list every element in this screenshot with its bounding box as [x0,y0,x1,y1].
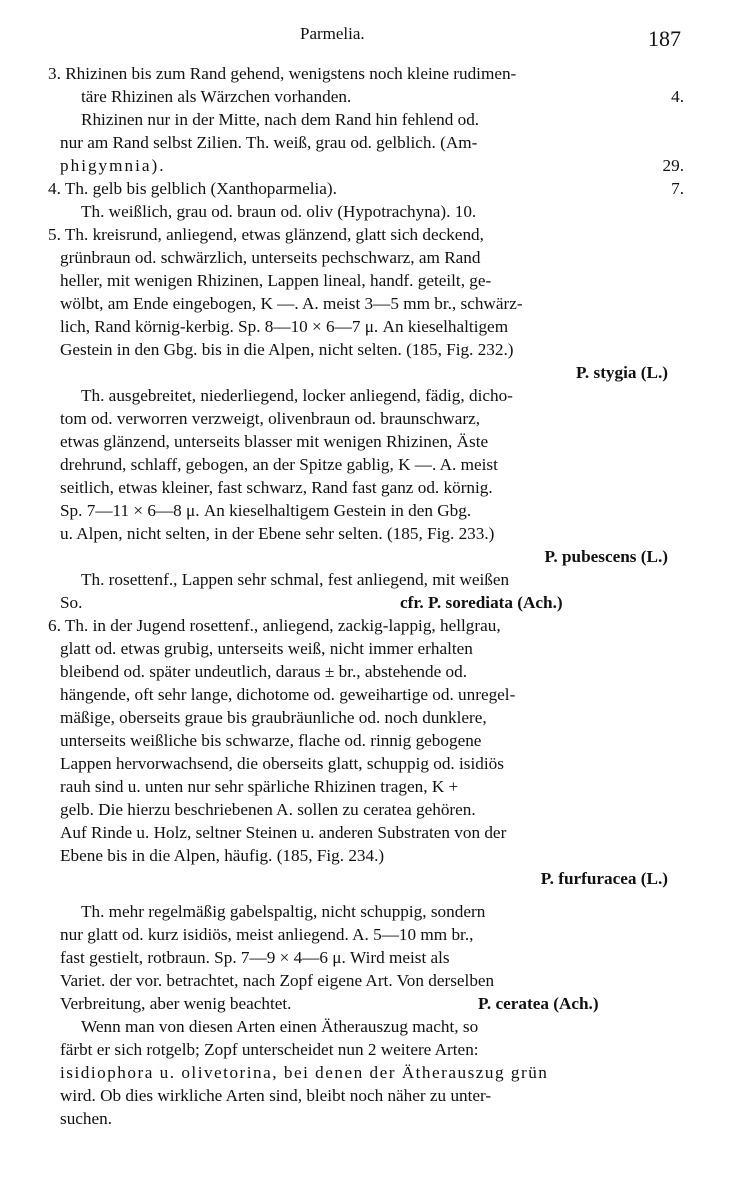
text-line [60,729,690,752]
text-line [60,476,690,499]
text-line [60,384,690,407]
key-line: 4. Th. gelb bis gelblich (Xanthoparmelia). [48,179,337,198]
text-line [60,923,690,946]
key-line: 5. Th. kreisrund, anliegend, etwas glänzend, glatt sich deckend, [48,225,484,244]
key-line: nur am Rand selbst Zilien. Th. weiß, grau od. gelblich. (Am- [60,133,478,152]
key-line: etwas glänzend, unterseits blasser mit wenigen Rhizinen, Äste [60,432,489,451]
text-line [60,591,690,614]
key-line: gelb. Die hierzu beschriebenen A. sollen zu ceratea gehören. [60,800,476,819]
key-line: grünbraun od. schwärzlich, unterseits pechschwarz, am Rand [60,248,481,267]
key-line: wölbt, am Ende eingebogen, K —. A. meist 3—5 mm br., schwärz- [60,294,523,313]
species-name: P. pubescens (L.) [544,547,668,566]
text-line [48,62,690,85]
key-line: Rhizinen nur in der Mitte, nach dem Rand hin fehlend od. [81,110,480,129]
text-line [48,177,690,200]
text-line [60,946,690,969]
text-line [60,568,690,591]
text-line [60,775,690,798]
key-line: nur glatt od. kurz isidiös, meist anliegend. A. 5—10 mm br., [60,925,474,944]
species-name: P. ceratea (Ach.) [478,994,599,1013]
note-line: färbt er sich rotgelb; Zopf unterscheidet nun 2 weitere Arten: [60,1040,479,1059]
text-line [48,614,690,637]
key-line: Th. mehr regelmäßig gabelspaltig, nicht schuppig, sondern [81,902,486,921]
key-line: 3. Rhizinen bis zum Rand gehend, wenigstens noch kleine rudimen- [48,64,517,83]
note-line: suchen. [60,1109,113,1128]
text-line [60,430,690,453]
text-line [60,867,690,890]
key-line: mäßige, oberseits graue bis graubräunliche od. noch dunklere, [60,708,487,727]
key-lead-number: 4. [671,87,684,106]
text-line [60,844,690,867]
text-line [60,969,690,992]
text-line [60,453,690,476]
text-line [60,683,690,706]
text-line [60,246,690,269]
text-line [60,1015,690,1038]
key-line: phigymnia). [60,156,166,175]
text-line [60,1038,690,1061]
page-header [0,22,737,52]
note-line: isidiophora u. olivetorina, bei denen der Ätherauszug grün [60,1063,549,1082]
text-line [60,900,690,923]
text-line [60,637,690,660]
text-line [60,1084,690,1107]
text-line [60,361,690,384]
key-line: fast gestielt, rotbraun. Sp. 7—9 × 4—6 μ. Wird meist als [60,948,450,967]
species-name: P. furfuracea (L.) [540,869,668,888]
text-line [60,992,690,1015]
text-line [48,223,690,246]
key-line: drehrund, schlaff, gebogen, an der Spitze gablig, K —. A. meist [60,455,498,474]
key-text [48,62,690,1130]
key-line: Variet. der vor. betrachtet, nach Zopf eigene Art. Von derselben [60,971,495,990]
key-line: Auf Rinde u. Holz, seltner Steinen u. anderen Substraten von der [60,823,507,842]
key-line: 6. Th. in der Jugend rosettenf., anliegend, zackig-lappig, hellgrau, [48,616,501,635]
text-line [60,407,690,430]
key-line: Th. ausgebreitet, niederliegend, locker anliegend, fädig, dicho- [81,386,513,405]
note-line: Wenn man von diesen Arten einen Ätherauszug macht, so [81,1017,479,1036]
text-line [60,108,690,131]
text-line [60,1061,690,1084]
key-line: Th. rosettenf., Lappen sehr schmal, fest anliegend, mit weißen [81,570,510,589]
text-line [60,706,690,729]
key-line: seitlich, etwas kleiner, fast schwarz, Rand fast ganz od. körnig. [60,478,493,497]
note-line: wird. Ob dies wirkliche Arten sind, bleibt noch näher zu unter- [60,1086,492,1105]
text-line [60,315,690,338]
key-line: tom od. verworren verzweigt, olivenbraun od. braunschwarz, [60,409,480,428]
running-head: Parmelia. [300,24,365,43]
page-number: 187 [648,26,681,51]
key-line: u. Alpen, nicht selten, in der Ebene sehr selten. (185, Fig. 233.) [60,524,495,543]
key-lead-number: 29. [662,156,684,175]
key-line: Sp. 7—11 × 6—8 μ. An kieselhaltigem Gestein in den Gbg. [60,501,472,520]
text-line [60,1107,690,1130]
text-line [60,545,690,568]
key-line: hängende, oft sehr lange, dichotome od. geweihartige od. unregel- [60,685,516,704]
text-line [60,269,690,292]
key-line: glatt od. etwas grubig, unterseits weiß, nicht immer erhalten [60,639,473,658]
key-line: Verbreitung, aber wenig beachtet. [60,994,292,1013]
species-name: P. stygia (L.) [576,363,668,382]
text-line [60,292,690,315]
key-line: Lappen hervorwachsend, die oberseits glatt, schuppig od. isidiös [60,754,504,773]
key-line: Th. weißlich, grau od. braun od. oliv (Hypotrachyna). 10. [81,202,477,221]
text-line [60,85,690,108]
key-line: täre Rhizinen als Wärzchen vorhanden. [81,87,352,106]
key-line: So. [60,593,83,612]
text-line [60,200,690,223]
key-line: heller, mit wenigen Rhizinen, Lappen lineal, handf. geteilt, ge- [60,271,492,290]
key-lead-number: 7. [671,179,684,198]
text-line [60,338,690,361]
key-line: Ebene bis in die Alpen, häufig. (185, Fig. 234.) [60,846,385,865]
text-line [60,499,690,522]
text-line [60,821,690,844]
key-line: unterseits weißliche bis schwarze, flache od. rinnig gebogene [60,731,482,750]
text-line [60,154,690,177]
key-line: lich, Rand körnig-kerbig. Sp. 8—10 × 6—7 μ. An kieselhaltigem [60,317,509,336]
key-line: bleibend od. später undeutlich, daraus ± br., abstehende od. [60,662,468,681]
text-line [60,752,690,775]
text-line [60,522,690,545]
text-line [60,131,690,154]
key-line: Gestein in den Gbg. bis in die Alpen, nicht selten. (185, Fig. 232.) [60,340,514,359]
text-line [60,660,690,683]
text-line [60,798,690,821]
species-name: cfr. P. sorediata (Ach.) [400,593,563,612]
key-line: rauh sind u. unten nur sehr spärliche Rhizinen tragen, K + [60,777,459,796]
